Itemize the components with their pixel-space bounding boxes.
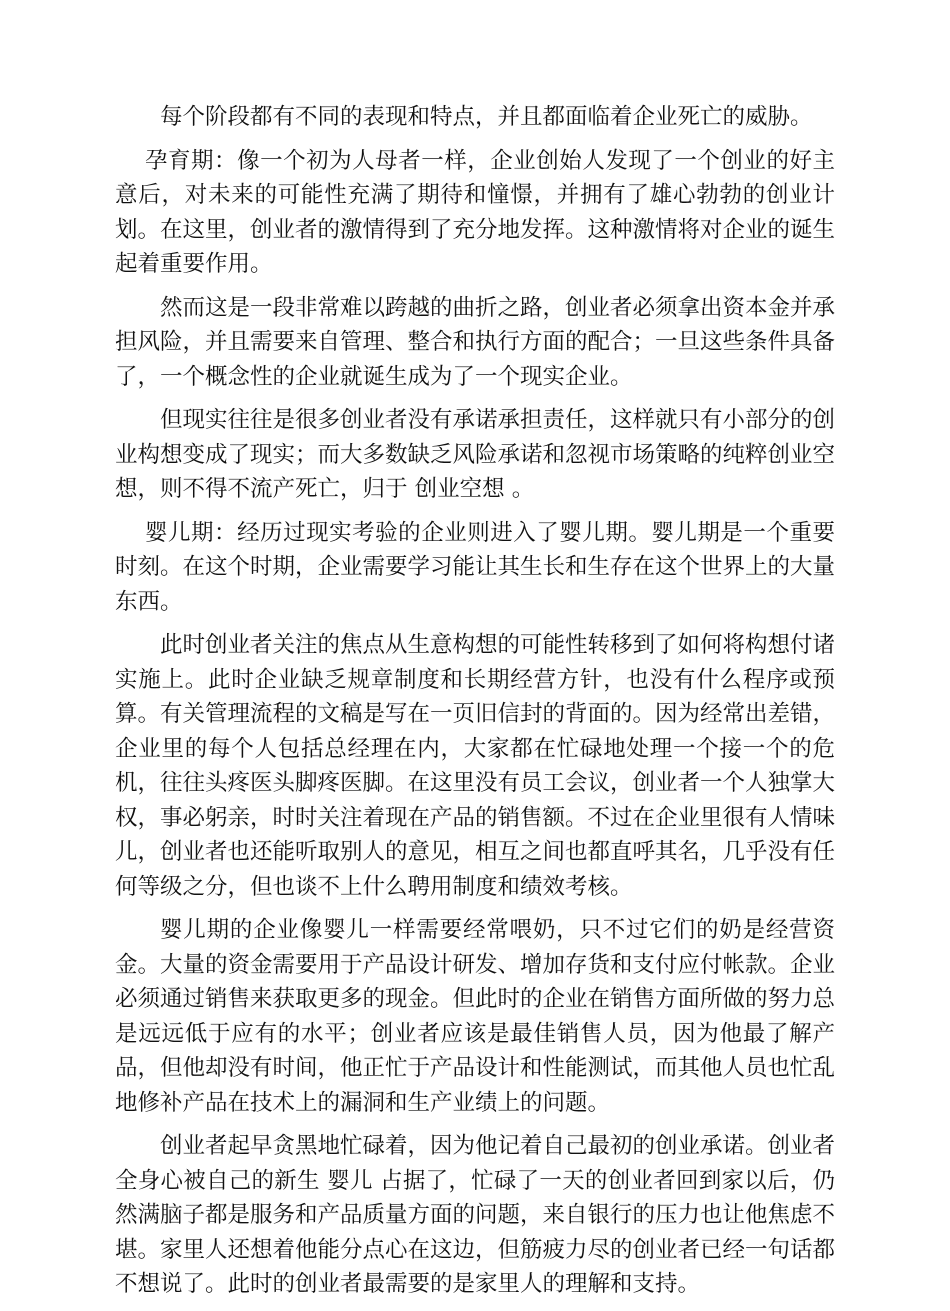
paragraph-intro: 每个阶段都有不同的表现和特点，并且都面临着企业死亡的威胁。 [160,104,813,130]
document-body [115,100,835,1311]
paragraph-reality: 但现实往往是很多创业者没有承诺承担责任，这样就只有小部分的创业构想变成了现实；而大多数缺乏风险承诺和忽视市场策略的纯粹创业空想，则不得不流产死亡，归于 创业空想 。 [115,407,836,502]
paragraph-funding: 婴儿期的企业像婴儿一样需要经常喂奶，只不过它们的奶是经营资金。大量的资金需要用于产品设计研发、增加存货和支付应付帐款。企业必须通过销售来获取更多的现金。但此时的企业在销售方面所做的努力总是远远低于应有的水平；创业者应该是最佳销售人员，因为他最了解产品，但他却没有时间，他正忙于产品设计和性能测试，而其他人员也忙乱地修补产品在技术上的漏洞和生产业绩上的问题。 [115,917,836,1116]
paragraph-infancy: 婴儿期：经历过现实考验的企业则进入了婴儿期。婴儿期是一个重要时刻。在这个时期，企业需要学习能让其生长和生存在这个世界上的大量东西。 [115,519,836,615]
paragraph-founder-life: 创业者起早贪黑地忙碌着，因为他记着自己最初的创业承诺。创业者全身心被自己的新生 婴儿 占据了，忙碌了一天的创业者回到家以后，仍然满脑子都是服务和产品质量方面的问题，来自银行的压力也让他焦虑不堪。家里人还想着他能分点心在这边，但筋疲力尽的创业者已经一句话都不想说了。此时的创业者最需要的是家里人的理解和支持。 [115,1133,836,1297]
paragraph-gestation: 孕育期：像一个初为人母者一样，企业创始人发现了一个创业的好主意后，对未来的可能性充满了期待和憧憬，并拥有了雄心勃勃的创业计划。在这里，创业者的激情得到了充分地发挥。这种激情将对企业的诞生起着重要作用。 [115,147,836,277]
paragraph-founder-focus: 此时创业者关注的焦点从生意构想的可能性转移到了如何将构想付诸实施上。此时企业缺乏规章制度和长期经营方针，也没有什么程序或预算。有关管理流程的文稿是写在一页旧信封的背面的。因为经常出差错，企业里的每个人包括总经理在内，大家都在忙碌地处理一个接一个的危机，往往头疼医头脚疼医脚。在这里没有员工会议，创业者一个人独掌大权，事必躬亲，时时关注着现在产品的销售额。不过在企业里很有人情味儿，创业者也还能听取别人的意见，相互之间也都直呼其名，几乎没有任何等级之分，但也谈不上什么聘用制度和绩效考核。 [115,632,836,900]
paragraph-difficult-path: 然而这是一段非常难以跨越的曲折之路，创业者必须拿出资本金并承担风险，并且需要来自管理、整合和执行方面的配合；一旦这些条件具备了，一个概念性的企业就诞生成为了一个现实企业。 [115,294,836,390]
